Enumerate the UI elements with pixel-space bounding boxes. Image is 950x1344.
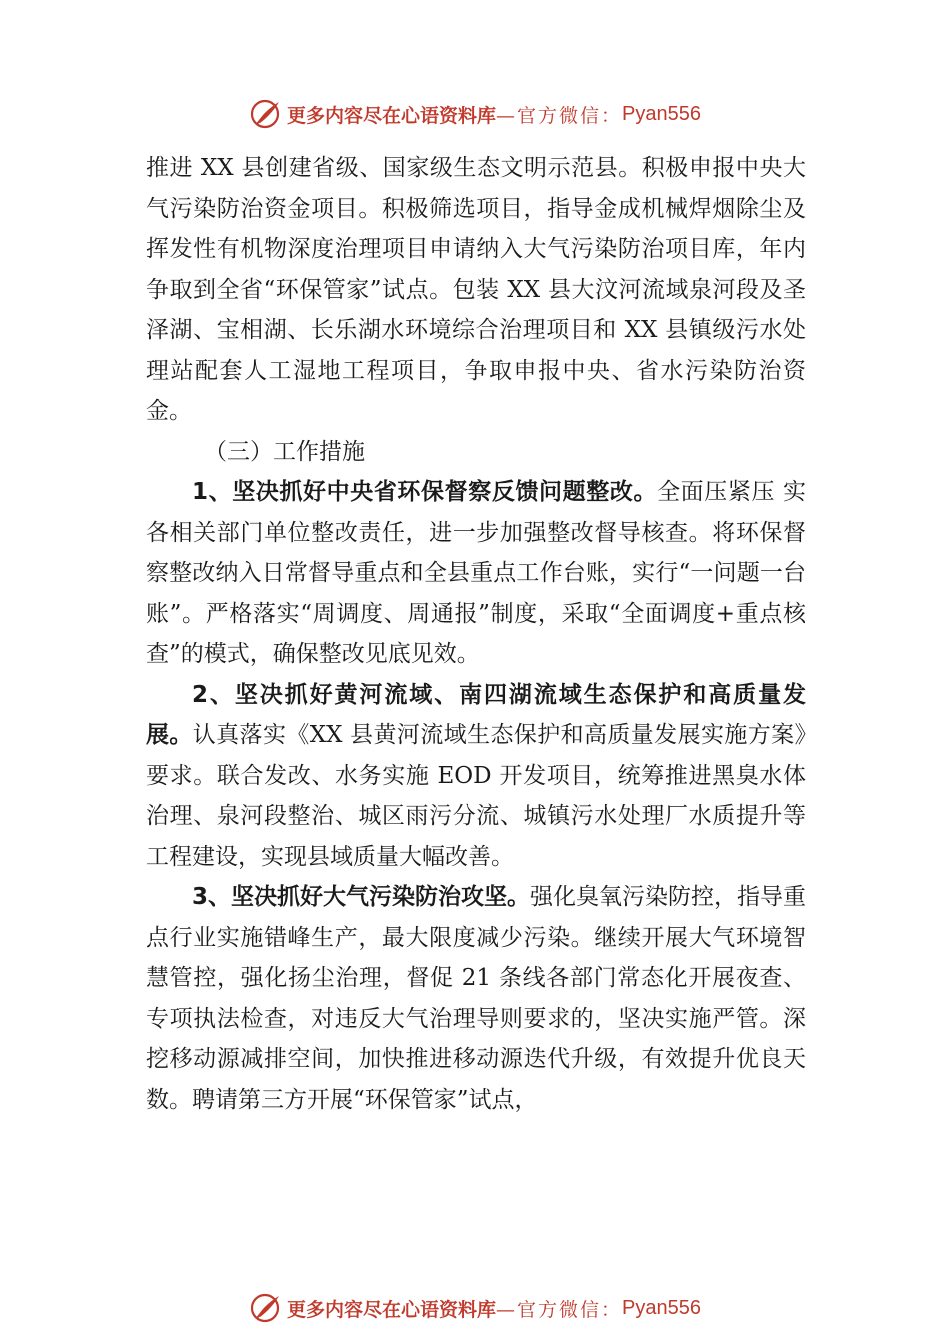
document-body — [146, 148, 806, 1120]
measure-1 — [146, 472, 806, 675]
quill-logo-icon — [249, 97, 283, 131]
measure-2-title: 2、坚决抓好黄河流域、南四湖流域生态保护和高质量发 展。 — [146, 681, 806, 748]
measure-3-title: 3、坚决抓好大气污染防治攻坚。 — [192, 884, 531, 910]
banner-wechat-id: Pyan556 — [622, 102, 701, 125]
measure-1-text: 全面压紧压 实各相关部门单位整改责任，进一步加强整改督导核查。将环保督察整改纳入日常督导重点和全县重点工作台账，实行“一问题一台账”。严格落实“周调度、周通报”制度，采取“全面调度+重点核查”的模式，确保整改见底见效。 — [146, 479, 806, 667]
header-banner — [0, 94, 950, 134]
measure-2-text: 认真落实《XX 县黄河流域生态保护和高质量发展实施方案》要求。联合发改、水务实施 EOD 开发项目，统筹推进黑臭水体治理、泉河段整治、城区雨污分流、城镇污水处理厂水质提升等工程建设，实现县域质量大幅改善。 — [146, 722, 807, 870]
measure-1-title: 1、坚决抓好中央省环保督察反馈问题整改。 — [192, 479, 658, 505]
banner-wechat-id: Pyan556 — [622, 1296, 701, 1319]
measure-2 — [146, 675, 806, 878]
measure-3 — [146, 877, 806, 1120]
quill-logo-icon — [249, 1291, 283, 1325]
banner-wechat-label: —官方微信： — [496, 104, 623, 127]
banner-title: 更多内容尽在心语资料库 — [287, 104, 497, 127]
footer-banner — [0, 1288, 950, 1328]
measure-3-text: 强化臭氧污染防控，指导重点行业实施错峰生产，最大限度减少污染。继续开展大气环境智慧管控，强化扬尘治理，督促 21 条线各部门常态化开展夜查、专项执法检查，对违反大气治理导则要求的，坚决实施严管。深挖移动源减排空间，加快推进移动源迭代升级，有效提升优良天数。聘请第三方开展“环保管家”试点， — [146, 884, 807, 1113]
banner-title: 更多内容尽在心语资料库 — [287, 1298, 497, 1321]
section-heading: （三）工作措施 — [204, 438, 365, 465]
paragraph-continued: 推进 XX 县创建省级、国家级生态文明示范县。积极申报中央大气污染防治资金项目。积极筛选项目，指导金成机械焊烟除尘及挥发性有机物深度治理项目申请纳入大气污染防治项目库，年内争取到全省“环保管家”试点。包装 XX 县大汶河流域泉河段及圣泽湖、宝相湖、长乐湖水环境综合治理项目和 XX 县镇级污水处理站配套人工湿地工程项目，争取申报中央、省水污染防治资金。 — [146, 155, 806, 424]
banner-wechat-label: —官方微信： — [496, 1298, 623, 1321]
